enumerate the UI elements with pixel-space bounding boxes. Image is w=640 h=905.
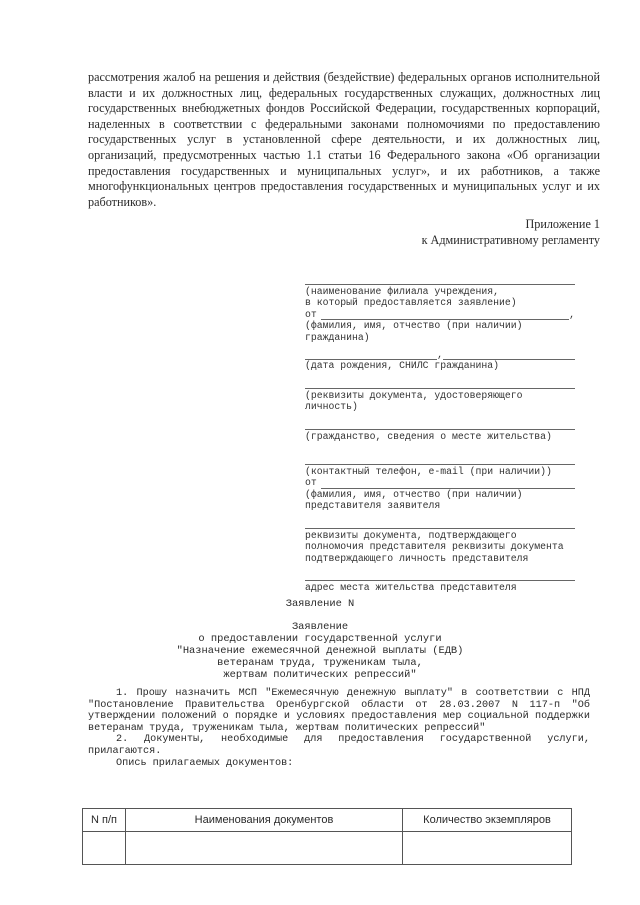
from-label-2: от (305, 477, 317, 489)
title-line-4: ветеранам труда, труженикам тыла, (217, 657, 423, 669)
birth-row (305, 349, 575, 360)
id-doc-field-line (305, 378, 575, 389)
name-caption: (фамилия, имя, отчество (при наличии) гражданина) (305, 320, 523, 343)
birth-field-line-left (305, 349, 437, 360)
request-item-2: 2. Документы, необходимые для предоставления государственной услуги, прилагаются. (88, 734, 590, 757)
from-label: от (305, 308, 317, 320)
birth-field-line-right (443, 349, 575, 360)
branch-field-line (305, 274, 575, 285)
table-cell (83, 832, 126, 865)
from-row (305, 309, 575, 320)
title-line-1: Заявление (291, 621, 349, 633)
application-title (0, 621, 640, 681)
title-line-2: о предоставлении государственной услуги (198, 633, 442, 645)
applicant-name-field-line (321, 309, 569, 320)
documents-table (82, 808, 572, 865)
inventory-label: Опись прилагаемых документов: (116, 757, 294, 769)
table-cell (403, 832, 572, 865)
appendix-line-2: к Административному регламенту (421, 232, 600, 247)
request-item-1: 1. Прошу назначить МСП "Ежемесячную денежную выплату" в соответствии с НПД "Постановление Правительства Оренбургской области от 28.03.2007 N 117-п "Об утверждении положений о порядке и условиях предоставления мер социальной поддержки ветеранам труда, труженикам тыла, жертвам политических репрессий" (88, 688, 590, 734)
rep-address-caption: адрес места жительства представителя (305, 581, 517, 593)
id-doc-caption: (реквизиты документа, удостоверяющего личность) (305, 389, 523, 413)
table-cell (126, 832, 403, 865)
intro-text-block (88, 70, 600, 210)
intro-paragraph: рассмотрения жалоб на решения и действия (бездействие) федеральных органов исполнительной власти и их должностных лиц, федеральных государственных служащих, должностных лиц государственных внебюджетных фондов Российской Федерации, государственных корпораций, наделенных в соответствии с федеральными законами полномочиями по предоставлению государственных услуг в установленной сфере деятельности, и их должностных лиц, организаций, предусмотренных частью 1.1 статьи 16 Федерального закона «Об организации предоставления государственных и муниципальных услуг», и их работников, а также многофункциональных центров предоставления государственных и муниципальных услуг и их работников». (88, 70, 600, 209)
contact-caption: (контактный телефон, e-mail (при наличии)) (305, 466, 552, 478)
col-number: N п/п (83, 809, 126, 832)
representative-caption: (фамилия, имя, отчество (при наличии) представителя заявителя (305, 488, 523, 512)
representative-field-line (321, 478, 575, 489)
application-number: Заявление N (285, 598, 355, 610)
rep-address-field-line (305, 570, 575, 581)
appendix-reference (422, 217, 600, 248)
from-row-2 (305, 477, 575, 488)
rep-docs-field-line (305, 518, 575, 529)
from-comma: , (569, 308, 575, 320)
application-body (88, 688, 590, 769)
col-copies: Количество экземпляров (403, 809, 572, 832)
contact-field-line (305, 454, 575, 465)
citizenship-caption: (гражданство, сведения о месте жительства) (305, 430, 552, 442)
rep-docs-caption: реквизиты документа, подтверждающего полномочия представителя реквизиты документа подтверждающего личность представителя (305, 529, 564, 564)
applicant-header-block (305, 274, 575, 593)
table-row (83, 832, 572, 865)
citizenship-field-line (305, 419, 575, 430)
branch-caption: (наименование филиала учреждения, в который предоставляется заявление) (305, 286, 517, 309)
birth-comma: , (437, 349, 443, 361)
col-document-name: Наименования документов (126, 809, 403, 832)
table-header-row (83, 809, 572, 832)
birth-caption: (дата рождения, СНИЛС гражданина) (305, 360, 500, 372)
title-line-3: "Назначение ежемесячной денежной выплаты (ЕДВ) (176, 645, 464, 657)
title-line-5: жертвам политических репрессий" (223, 669, 417, 681)
appendix-line-1: Приложение 1 (525, 217, 600, 231)
